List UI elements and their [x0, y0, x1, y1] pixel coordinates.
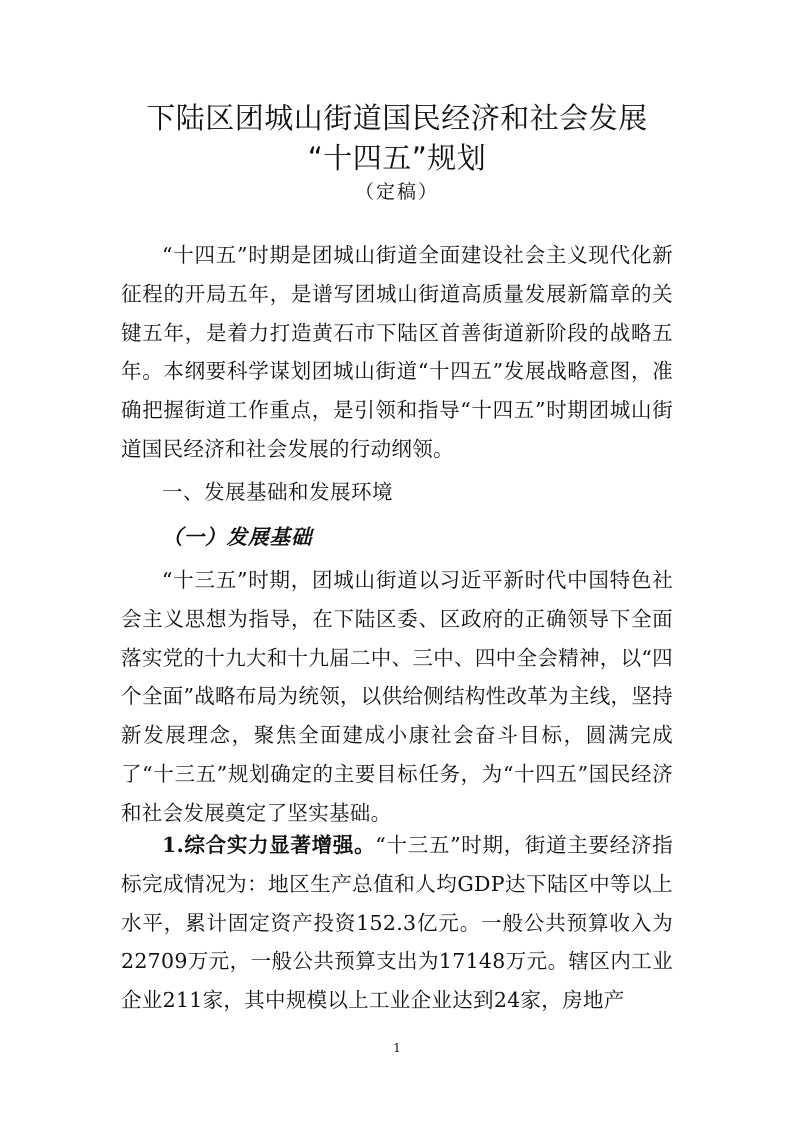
point1-paragraph [121, 826, 673, 1020]
page-number: 1 [393, 1041, 401, 1055]
document-title-line1: 下陆区团城山街道国民经济和社会发展 [146, 101, 648, 135]
document-title-line2: “十四五”规划 [307, 141, 487, 175]
subsection-heading: （一）发展基础 [162, 525, 313, 549]
intro-paragraph: “十四五”时期是团城山街道全面建设社会主义现代化新征程的开局五年，是谱写团城山街道高质量发展新篇章的关键五年，是着力打造黄石市下陆区首善街道新阶段的战略五年。本纲要科学谋划团城山街道“十四五”发展战略意图，准确把握街道工作重点，是引领和指导“十四五”时期团城山街道国民经济和社会发展的行动纲领。 [121, 243, 673, 461]
point1-text: “十三五”时期，街道主要经济指标完成情况为：地区生产总值和人均GDP达下陆区中等以上水平，累计固定资产投资152.3亿元。一般公共预算收入为22709万元，一般公共预算支出为17148万元。辖区内工业企业211家，其中规模以上工业企业达到24家，房地产 [121, 833, 673, 1013]
document-subtitle: （定稿） [354, 181, 439, 203]
point1-lead: 1.综合实力显著增强。 [162, 833, 376, 857]
foundation-paragraph: “十三五”时期，团城山街道以习近平新时代中国特色社会主义思想为指导，在下陆区委、区政府的正确领导下全面落实党的十九大和十九届二中、三中、四中全会精神，以“四个全面”战略布局为统领，以供给侧结构性改革为主线，坚持新发展理念，聚焦全面建成小康社会奋斗目标，圆满完成了“十三五”规划确定的主要目标任务，为“十四五”国民经济和社会发展奠定了坚实基础。 [121, 568, 673, 825]
section-heading: 一、发展基础和发展环境 [162, 480, 393, 504]
